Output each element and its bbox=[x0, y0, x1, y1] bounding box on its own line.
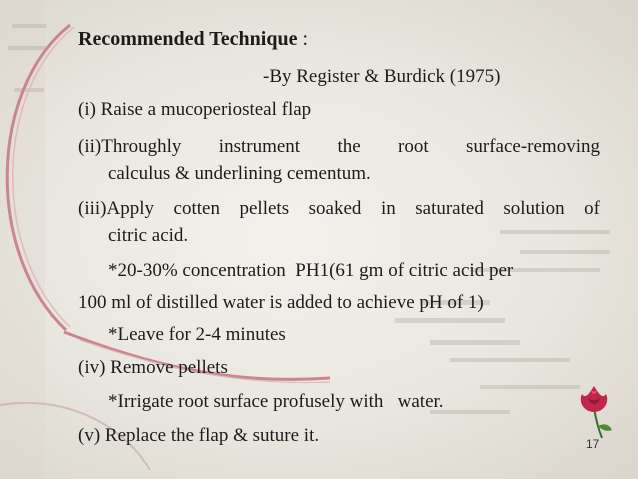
step-iii-word: of bbox=[584, 198, 600, 219]
step-iii-word: cotten bbox=[173, 198, 220, 219]
step-ii-word: instrument bbox=[218, 136, 301, 157]
step-ii-word: (ii)Throughly bbox=[78, 136, 182, 157]
step-iii-word: solution bbox=[503, 198, 565, 219]
step-i: (i) Raise a mucoperiosteal flap bbox=[78, 99, 312, 120]
step-ii-line1 bbox=[78, 136, 600, 158]
slide-title: Recommended Technique bbox=[78, 28, 298, 50]
step-iii-line2: citric acid. bbox=[108, 225, 189, 246]
title-colon: : bbox=[297, 28, 309, 50]
leave-note: *Leave for 2-4 minutes bbox=[108, 324, 286, 345]
step-iii-word: pellets bbox=[239, 198, 290, 219]
step-ii-line2: calculus & underlining cementum. bbox=[108, 163, 371, 184]
step-ii-word: surface-removing bbox=[465, 136, 600, 157]
step-ii-word: root bbox=[398, 136, 429, 157]
page-number: 17 bbox=[586, 437, 600, 451]
concentration-note-line2: 100 ml of distilled water is added to achieve pH of 1) bbox=[78, 292, 484, 313]
concentration-note-line1: *20-30% concentration PH1(61 gm of citric acid per bbox=[108, 260, 514, 281]
step-iii-word: soaked bbox=[308, 198, 362, 219]
slide-title-row bbox=[78, 28, 308, 50]
step-iv: (iv) Remove pellets bbox=[78, 357, 228, 378]
step-iii-line1 bbox=[78, 198, 600, 220]
step-iii-word: saturated bbox=[415, 198, 484, 219]
irrigate-note: *Irrigate root surface profusely with water. bbox=[108, 391, 444, 412]
flower-icon bbox=[574, 382, 614, 440]
step-iii-word: in bbox=[380, 198, 396, 219]
step-v: (v) Replace the flap & suture it. bbox=[78, 425, 320, 446]
step-ii-word: the bbox=[337, 136, 361, 157]
attribution: -By Register & Burdick (1975) bbox=[263, 66, 501, 87]
step-iii-word: (iii)Apply bbox=[78, 198, 154, 219]
